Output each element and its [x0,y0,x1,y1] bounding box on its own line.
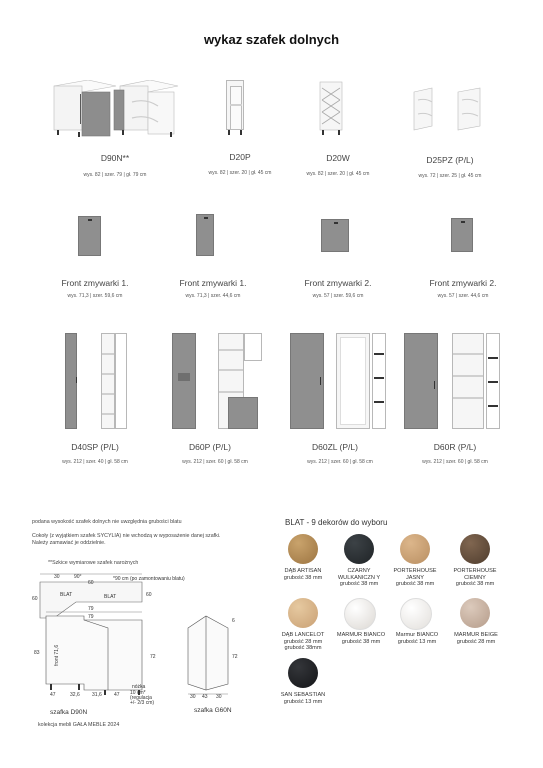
dim-43: 43 [202,694,208,700]
dim-30-c: 30 [216,694,222,700]
swatch-label-marmur-bianco-38: MARMUR BIANCO grubość 38 mm [336,632,386,645]
swatch-porterhouse-jasny [400,534,430,564]
front-dims-3: wys. 57 | szer. 59,6 cm [312,293,364,299]
note-order: Należy zamawiać je oddzielnie. [32,540,106,546]
dim-72: 72 [150,654,156,660]
dim-31-6: 31,6 [92,692,102,698]
cabinet-image-d25pz [410,86,490,134]
dim-60-side: 60 [32,596,38,602]
swatch-label-porterhouse-jasny: PORTERHOUSE JASNY grubość 38 mm [393,568,437,588]
cabinet-image-d20w [318,80,348,138]
swatch-marmur-beige [460,598,490,628]
swatch-label-marmur-beige: MARMUR BEIGE grubość 28 mm [454,632,498,645]
note-height: podana wysokość szafek dolnych nie uwzględnia grubości blatu [32,519,182,525]
front-name-1: Front zmywarki 1. [61,278,129,288]
swatch-label-san-sebastian: SAN SEBASTIAN grubość 13 mm [280,692,326,705]
leg-height: 10 cm* [130,690,146,696]
cabinet-image-d40sp [55,333,135,433]
cabinet-image-d60zl [288,333,393,433]
cabinet-name-d40sp: D40SP (P/L) [71,442,119,452]
cabinet-name-d60p: D60P (P/L) [189,442,231,452]
dim-72-b: 72 [232,654,238,660]
note-sketch: **Szkice wymiarowe szafek narożnych [48,560,139,566]
swatch-label-porterhouse-ciemny: PORTERHOUSE CIEMNY grubość 38 mm [453,568,497,588]
dim-47: 47 [50,692,56,698]
cabinet-name-d20p: D20P [229,152,251,162]
swatch-czarny [344,534,374,564]
cabinet-name-d90n: D90N** [100,153,130,163]
front-dims-4: wys. 57 | szer. 44,6 cm [437,293,489,299]
swatch-san-sebastian [288,658,318,688]
blat-label-1: BLAT [60,592,73,598]
swatch-porterhouse-ciemny [460,534,490,564]
front-name-2: Front zmywarki 1. [179,278,247,288]
footer-collection: kolekcja mebli GAŁA MEBLE 2024 [38,722,120,728]
dim-32-6: 32,6 [70,692,80,698]
cabinet-image-d60r [402,333,507,433]
dim-90cm-note: *90 cm (po zamontowaniu blatu) [113,576,185,582]
cabinet-dims-d25pz: wys. 72 | szer. 25 | gł. 45 cm [418,173,482,179]
front-dims-2: wys. 71,3 | szer. 44,6 cm [185,293,241,299]
blat-swatch-grid [280,534,520,724]
front-image-1 [78,216,101,256]
cabinet-dims-d60r: wys. 212 | szer. 60 | gł. 58 cm [422,459,488,465]
dim-60-top: 60 [88,580,94,586]
cabinet-name-d25pz: D25PZ (P/L) [426,155,474,165]
front-image-4 [451,218,473,252]
dim-79-a: 79 [88,606,94,612]
swatch-marmur-bianco-13 [400,598,432,630]
swatch-dab-artisan [288,534,318,564]
dim-79-b: 79 [88,614,94,620]
front-image-3 [321,219,349,252]
cabinet-dims-d40sp: wys. 212 | szer. 40 | gł. 58 cm [62,459,128,465]
dim-47-b: 47 [114,692,120,698]
front-image-2 [196,214,214,256]
cabinet-dims-d20p: wys. 82 | szer. 20 | gł. 45 cm [208,170,272,176]
blat-title: BLAT - 9 dekorów do wyboru [285,518,388,527]
blat-label-2: BLAT [104,594,117,600]
corner-cabinet-diagram [30,566,270,716]
cabinet-image-d20p [226,80,254,138]
leg-adjust: (regulacja [130,695,152,701]
cabinet-dims-d60zl: wys. 212 | szer. 60 | gł. 58 cm [307,459,373,465]
leg-label: nóżka [132,684,146,690]
front-height: front 71,6 [54,644,60,666]
cabinet-dims-d90n: wys. 82 | szer. 79 | gł. 79 cm [83,172,147,178]
dim-30-b: 30 [190,694,196,700]
note-plinth: Cokoły (z wyjątkiem szafek SYCYLIA) nie wchodzą w wyposażenie danej szafki. [32,533,221,539]
d90n-caption: szafka D90N [50,709,88,716]
front-name-4: Front zmywarki 2. [429,278,497,288]
swatch-label-czarny: CZARNY WULKANICZN Y grubość 38 mm [337,568,381,588]
leg-adjust-range: +/- 2/3 cm) [130,700,155,706]
cabinet-image-d90n [50,80,180,138]
cabinet-name-d20w: D20W [326,153,350,163]
swatch-label-dab-artisan: DĄB ARTISAN grubość 38 mm [283,568,323,581]
cabinet-image-d60p [170,333,270,433]
swatch-marmur-bianco-38 [344,598,376,630]
swatch-label-dab-lancelot: DĄB LANCELOT grubość 28 mm grubość 38mm [281,632,325,652]
g60n-caption: szafka G60N [194,707,232,714]
cabinet-dims-d60p: wys. 212 | szer. 60 | gł. 58 cm [182,459,248,465]
dim-83: 83 [34,650,40,656]
cabinet-dims-d20w: wys. 82 | szer. 20 | gł. 45 cm [306,171,370,177]
cabinet-name-d60r: D60R (P/L) [433,442,477,452]
dim-6: 6 [232,618,235,624]
cabinet-name-d60zl: D60ZL (P/L) [312,442,358,452]
dim-60-side-right: 60 [146,592,152,598]
swatch-label-marmur-bianco-13: Marmur BIANCO grubość 13 mm [395,632,439,645]
dim-30-top: 30 [54,574,60,580]
dim-90deg: 90° [74,574,82,580]
front-dims-1: wys. 71,3 | szer. 59,6 cm [67,293,123,299]
swatch-dab-lancelot [288,598,318,628]
front-name-3: Front zmywarki 2. [304,278,372,288]
page-title: wykaz szafek dolnych [203,32,340,47]
